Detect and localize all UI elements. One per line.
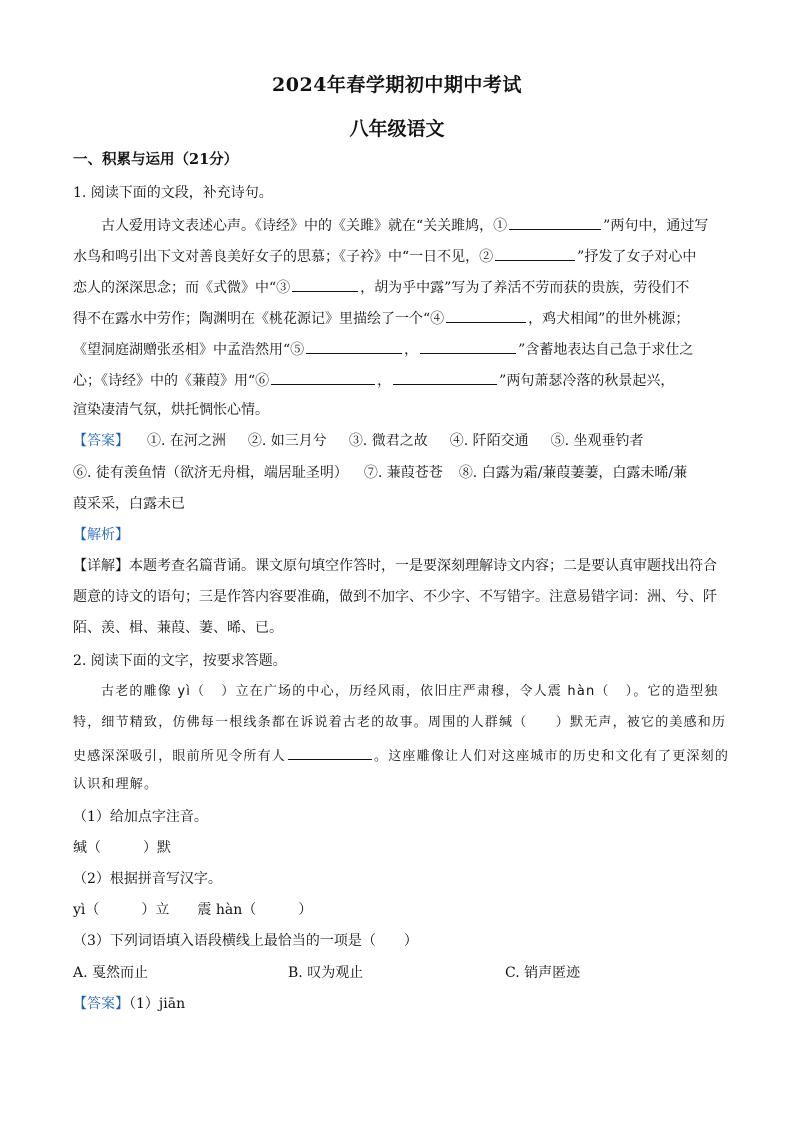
reading-blank — [288, 745, 372, 760]
answer-4: ④. 阡陌交通 — [449, 433, 529, 449]
detail-line-1: 【详解】本题考查名篇背诵。课文原句填空作答时，一是要深刻理解诗文内容；二是要认真审题找出符合 — [73, 558, 717, 574]
passage-line-2: 水鸟和鸣引出下文对善良美好女子的思慕；《子衿》中“一日不见，② ”抒发了女子对心中 — [73, 246, 733, 266]
blank-1 — [509, 215, 601, 230]
passage-line-5: 《望洞庭湖赠张丞相》中孟浩然用“⑤ ， ”含蓄地表达自己急于求仕之 — [73, 339, 733, 359]
reading-line-1: 古老的雕像 yì（ ）立在广场的中心，历经风雨，依旧庄严肃穆，令人震 hàn（ ）。它的造型独 — [101, 684, 719, 699]
reading-line-3: 史感深深吸引，眼前所见令所有人 。这座雕像让人们对这座城市的历史和文化有了更深刻的 — [73, 745, 733, 766]
answer-6: ⑥. 徒有羡鱼情（欲济无舟楫，端居耻圣明） — [73, 465, 348, 481]
blank-4 — [446, 308, 526, 323]
sub-question-1: （1）给加点字注音。 — [73, 809, 208, 825]
blank-5b — [420, 339, 516, 354]
exam-title: 2024年春学期初中期中考试 — [272, 74, 522, 96]
option-row — [73, 964, 733, 982]
reading-line-4: 认识和理解。 — [73, 777, 159, 792]
blank-3 — [292, 277, 358, 292]
answer-line-q2 — [73, 995, 733, 1013]
answer-2: ②. 如三月兮 — [247, 433, 327, 449]
answer-tag-q2: 【答案】 — [73, 996, 129, 1012]
blank-2 — [495, 246, 575, 261]
blank-6a — [271, 370, 375, 385]
blank-6b — [393, 370, 497, 385]
answer-5: ⑤. 坐观垂钓者 — [550, 433, 644, 449]
exam-subtitle: 八年级语文 — [349, 118, 445, 140]
sub-question-2-item: yì（ ）立 震 hàn（ ） — [73, 902, 313, 918]
sub-question-3: （3）下列词语填入语段横线上最恰当的一项是（ ） — [73, 933, 418, 949]
analysis-tag: 【解析】 — [73, 527, 129, 543]
answer-8: ⑧. 白露为霜/蒹葭萋萋，白露未晞/蒹 — [458, 465, 688, 481]
answer-line-1 — [73, 432, 733, 450]
answer-tag: 【答案】 — [73, 433, 129, 449]
answer-line-3: 葭采采，白露未已 — [73, 496, 185, 512]
question-1-prompt: 1. 阅读下面的文段，补充诗句。 — [73, 185, 273, 201]
passage-line-1: 古人爱用诗文表述心声。《诗经》中的《关雎》就在“关关雎鸠，① ”两句中，通过写 — [101, 215, 761, 235]
option-c: C. 销声匿迹 — [505, 965, 581, 981]
passage-line-7: 渲染凄清气氛，烘托惆怅心情。 — [73, 402, 269, 418]
passage-line-6: 心；《诗经》中的《蒹葭》用“⑥ ， ”两句萧瑟冷落的秋景起兴， — [73, 370, 733, 390]
passage-line-4: 得不在露水中劳作；陶渊明在《桃花源记》里描绘了一个“④ ，鸡犬相闻”的世外桃源； — [73, 308, 733, 328]
sub-question-2: （2）根据拼音写汉字。 — [73, 871, 222, 887]
answer-7: ⑦. 蒹葭苍苍 — [363, 465, 443, 481]
option-b: B. 叹为观止 — [288, 965, 364, 981]
reading-line-2: 特，细节精致，仿佛每一根线条都在诉说着古老的故事。周围的人群缄（ ）默无声，被它的美感和历 — [73, 715, 727, 730]
passage-line-3: 恋人的深深思念；而《式微》中“③ ，胡为乎中露”写为了养活不劳而获的贵族，劳役们不 — [73, 277, 733, 297]
blank-5a — [306, 339, 402, 354]
answer-q2-text: （1）jiān — [129, 996, 186, 1012]
question-2-prompt: 2. 阅读下面的文字，按要求答题。 — [73, 653, 287, 669]
section-heading: 一、积累与运用（21分） — [73, 151, 239, 168]
answer-3: ③. 微君之故 — [348, 433, 428, 449]
detail-line-2: 题意的诗文的语句；三是作答内容要准确，做到不加字、不少字、不写错字。注意易错字词：洲、兮、阡 — [73, 589, 717, 605]
sub-question-1-item: 缄（ ）默 — [73, 840, 171, 856]
option-a: A. 戛然而止 — [73, 965, 149, 981]
answer-1: ①. 在河之洲 — [147, 433, 226, 449]
answer-line-2 — [73, 464, 733, 482]
detail-line-3: 陌、羡、楫、蒹葭、萋、晞、已。 — [73, 620, 283, 636]
